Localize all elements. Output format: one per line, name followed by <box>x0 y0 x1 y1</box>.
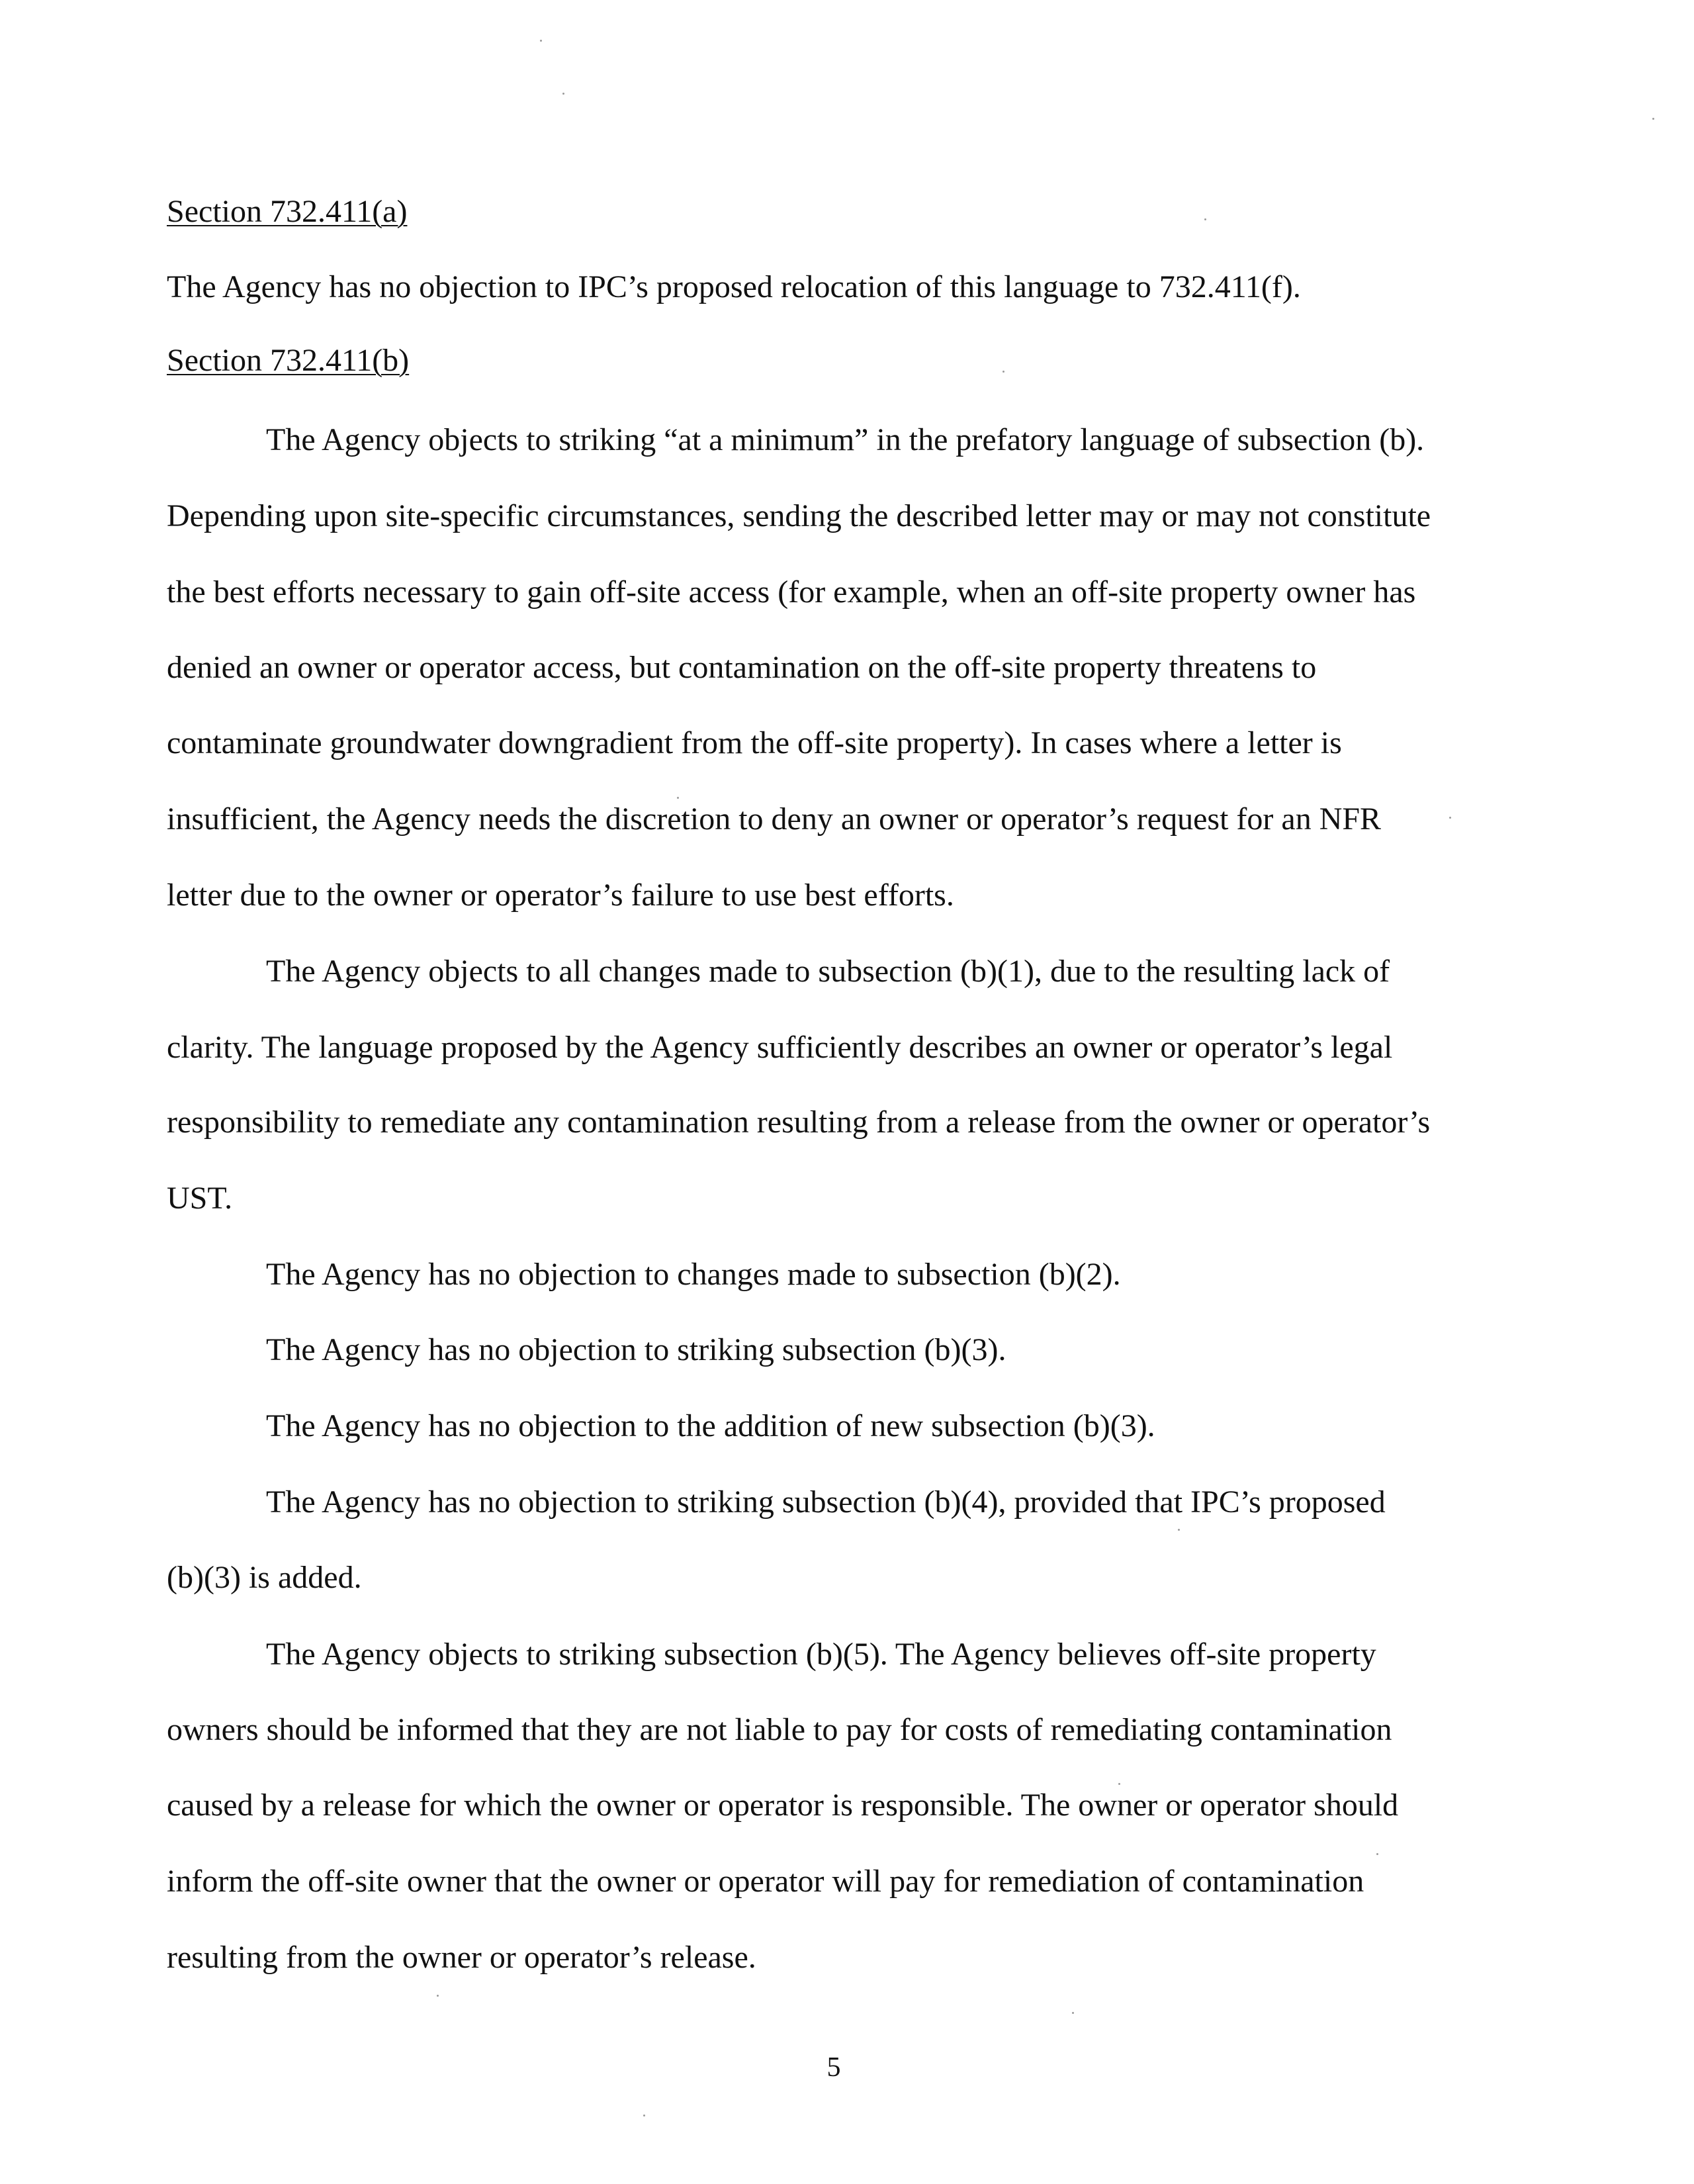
paragraph-1-line-1: The Agency objects to striking “at a minimum” in the prefatory language of subsection (b). <box>266 422 1425 457</box>
paragraph-4: The Agency has no objection to striking subsection (b)(3). <box>266 1332 1006 1367</box>
scan-speck <box>562 93 564 95</box>
paragraph-7-line-2: owners should be informed that they are not liable to pay for costs of remediating contamination <box>167 1712 1392 1747</box>
paragraph-1-line-7: letter due to the owner or operator’s failure to use best efforts. <box>167 878 954 913</box>
scan-speck <box>540 40 542 42</box>
paragraph-7-line-3: caused by a release for which the owner or operator is responsible. The owner or operator should <box>167 1788 1399 1823</box>
scan-speck <box>1178 1529 1180 1531</box>
scan-speck <box>643 2115 645 2116</box>
paragraph-7-line-5: resulting from the owner or operator’s release. <box>167 1940 756 1975</box>
paragraph-1-line-2: Depending upon site-specific circumstances, sending the described letter may or may not constitute <box>167 498 1431 533</box>
scan-speck <box>1072 2012 1074 2014</box>
paragraph-2-line-3: responsibility to remediate any contamination resulting from a release from the owner or operator’s <box>167 1105 1431 1140</box>
scan-speck <box>1003 371 1004 373</box>
paragraph-2-line-2: clarity. The language proposed by the Agency sufficiently describes an owner or operator’s legal <box>167 1030 1393 1065</box>
section-a-text: The Agency has no objection to IPC’s proposed relocation of this language to 732.411(f). <box>167 269 1301 304</box>
paragraph-5: The Agency has no objection to the addition of new subsection (b)(3). <box>266 1408 1155 1443</box>
page-number: 5 <box>826 2052 841 2083</box>
scan-speck <box>437 1995 439 1997</box>
paragraph-6-line-1: The Agency has no objection to striking subsection (b)(4), provided that IPC’s proposed <box>266 1484 1386 1520</box>
paragraph-7-line-1: The Agency objects to striking subsection (b)(5). The Agency believes off-site property <box>266 1637 1376 1672</box>
paragraph-2-line-1: The Agency objects to all changes made to subsection (b)(1), due to the resulting lack of <box>266 954 1390 989</box>
section-heading-a: Section 732.411(a) <box>167 194 408 229</box>
paragraph-1-line-4: denied an owner or operator access, but contamination on the off-site property threatens to <box>167 650 1317 685</box>
paragraph-7-line-4: inform the off-site owner that the owner or operator will pay for remediation of contamination <box>167 1864 1364 1899</box>
scan-speck <box>1376 1853 1378 1855</box>
paragraph-2-line-4: UST. <box>167 1181 233 1216</box>
paragraph-1-line-3: the best efforts necessary to gain off-site access (for example, when an off-site property owner has <box>167 574 1416 610</box>
section-heading-b: Section 732.411(b) <box>167 343 410 378</box>
scan-speck <box>1652 118 1654 120</box>
paragraph-1-line-6: insufficient, the Agency needs the discretion to deny an owner or operator’s request for an NFR <box>167 801 1382 837</box>
paragraph-6-line-2: (b)(3) is added. <box>167 1560 362 1595</box>
scan-speck <box>1118 1783 1120 1785</box>
scan-speck <box>1449 817 1451 819</box>
scan-speck <box>1204 218 1206 220</box>
paragraph-1-line-5: contaminate groundwater downgradient from the off-site property). In cases where a letter is <box>167 725 1342 760</box>
scan-speck <box>677 797 679 799</box>
paragraph-3: The Agency has no objection to changes made to subsection (b)(2). <box>266 1257 1121 1292</box>
